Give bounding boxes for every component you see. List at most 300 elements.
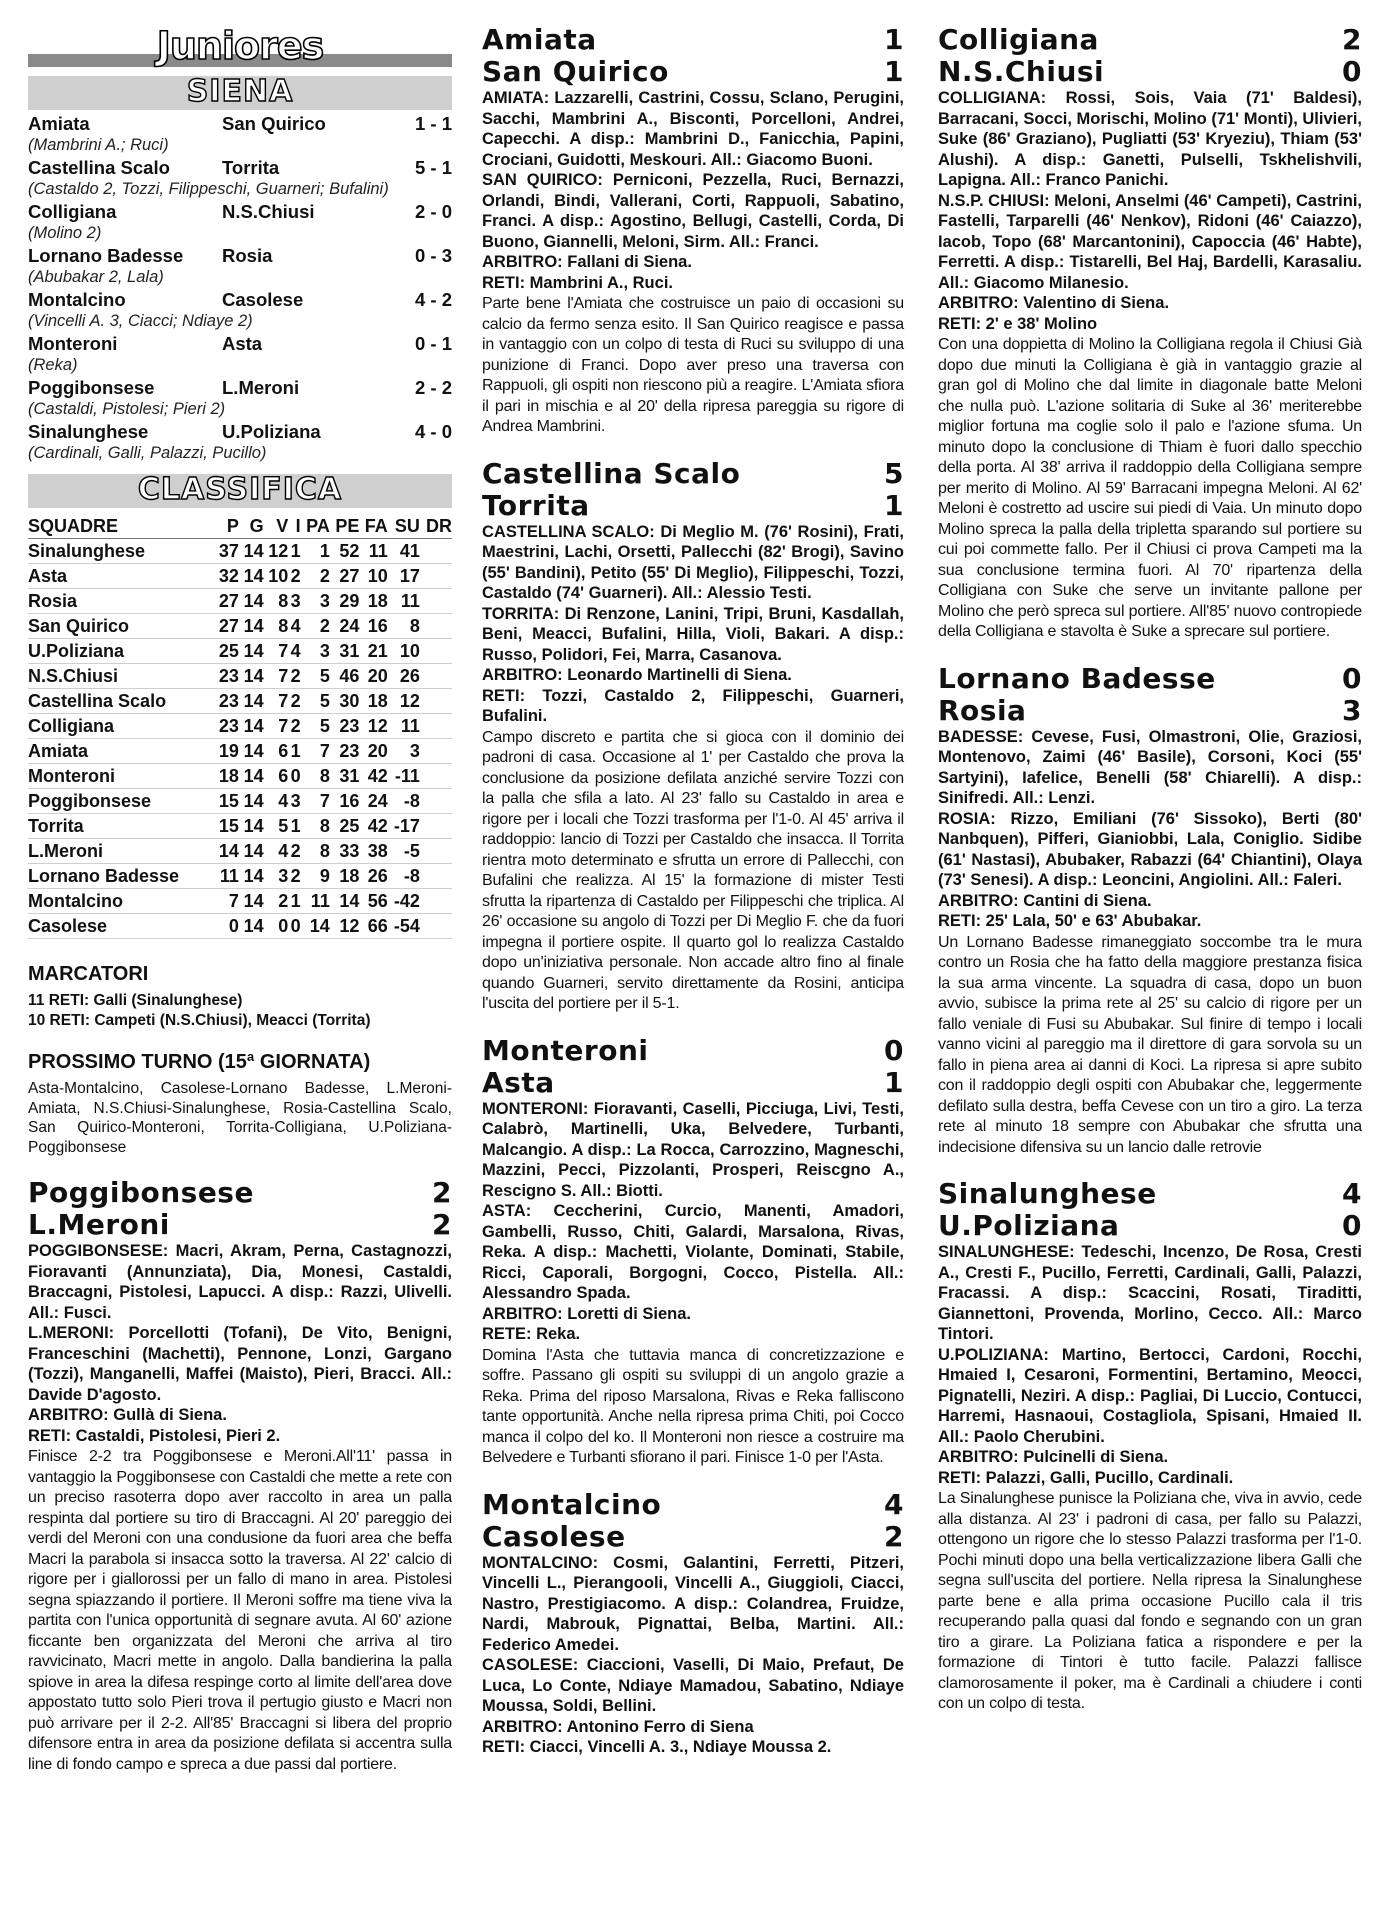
lineup-line: ARBITRO: Gullà di Siena. <box>28 1406 227 1424</box>
standings-row <box>28 539 452 564</box>
lineup-line: POGGIBONSESE: Macri, Akram, Perna, Castagnozzi, Fioravanti (Annunziata), Dia, Monesi, Castaldi, Braccagni, Pistolesi, Lapucci. A disp.: Razzi, Ulivelli. All.: Fusci. <box>28 1242 452 1322</box>
result-scorers: (Mambrini A.; Ruci) <box>28 136 169 154</box>
standings-cell: 5 <box>264 814 289 839</box>
standings-cell: Montalcino <box>28 889 214 914</box>
lineup-line: TORRITA: Di Renzone, Lanini, Tripi, Bruni, Kasdallah, Beni, Meacci, Bufalini, Hilla, Violi, Bakari. A disp.: Russo, Polidori, Fei, Marra, Casanova. <box>482 604 904 664</box>
standings-header-cell: SU <box>388 514 420 539</box>
result-scorers: (Castaldi, Pistolesi; Pieri 2) <box>28 400 226 418</box>
standings-table <box>28 514 452 939</box>
standings-cell: 26 <box>388 664 420 689</box>
standings-cell: 14 <box>239 714 264 739</box>
result-row <box>28 244 452 267</box>
standings-cell: 4 <box>264 839 289 864</box>
match-text: Finisce 2-2 tra Poggibonsese e Meroni.All'11' passa in vantaggio la Poggibonsese con Castaldi che mette a rete con un preciso rasoterra dopo aver raccolto in area un palla respinta dal portiere su tiro di Braccagni. Al 20' pareggio dei verdi del Meroni con una condusione da fuori area che beffa Macri la parabola si insacca sotto la traversa. Al 22' calcio di rigore per i giallorossi per un fallo di mano in area. Pistolesi segna spiazzando il portiere. Il Meroni soffre ma tiene viva la partita con l'unica opportunità di segnare avuta. Al 60' azione ficcante ben organizzata del Meroni che arriva al tiro ravvicinato, Macri mette in angolo. Dalla bandierina la palla spiove in area la difesa respinge corto al limite dell'area dove appostato tutto solo Pieri trova il pertugio giusto e Macri non può arrivare per il 2-2. All'85' Braccagni si libera del proprio difensore entra in area da posizione defilata si accentra sulla line di fondo campo e spreca a due passi dal portiere. <box>28 1448 452 1773</box>
standings-cell: 26 <box>359 864 387 889</box>
match-away-score: 1 <box>884 488 904 522</box>
standings-cell: 23 <box>330 739 360 764</box>
away-team: Torrita <box>222 157 280 178</box>
standings-cell: -42 <box>388 889 420 914</box>
standings-cell: 24 <box>359 789 387 814</box>
match-text: Campo discreto e partita che si gioca con il dominio dei padroni di casa. Occasione al 1' per Castaldo che prova la conclusione da posizione defilata anziché servire Tozzi con la palla che sfila a lato. Al 23' fallo su Castaldo in area e rigore per i locali che Tozzi trasforma per l'1-0. Al 45' arriva il raddoppio: lancio di Tozzi per Castaldo che insacca. Il Torrita rientra moto determinato e sfrutta un errore di Pallecchi, con Bufalini che realizza. Al 15' la formazione di mister Testi sfrutta la ripartenza di Castaldo per Filippeschi che triplica. Al 26' occasione su angolo di Tozzi per Di Meglio F. che da fuori impegna il portiere ospite. Il quarto gol lo realizza Castaldo dopo un'iniziativa personale. Non accade altro fino al finale quando Guarneri, servito direttamente da Rosini, anticipa l'uscita del portiere per il 5-1. <box>482 728 904 1012</box>
standings-cell: 18 <box>359 589 387 614</box>
lineup-line: ARBITRO: Fallani di Siena. <box>482 253 692 271</box>
standings-cell: Monteroni <box>28 764 214 789</box>
standings-row <box>28 889 452 914</box>
standings-header-row <box>28 514 452 539</box>
standings-cell <box>420 789 452 814</box>
standings-cell: 12 <box>388 689 420 714</box>
standings-cell: 4 <box>264 789 289 814</box>
standings-cell: 12 <box>359 714 387 739</box>
standings-cell: Asta <box>28 564 214 589</box>
standings-cell: 20 <box>359 739 387 764</box>
standings-cell: 8 <box>301 839 330 864</box>
home-team: Monteroni <box>28 333 118 354</box>
result-row <box>28 288 452 311</box>
match-home-score: 4 <box>1342 1177 1362 1210</box>
standings-cell: 19 <box>214 739 239 764</box>
standings-cell: 14 <box>239 614 264 639</box>
match-text: La Sinalunghese punisce la Poliziana che, viva in avvio, cede alla distanza. Al 23' i padroni di casa, per fallo su Palazzi, ottengono un rigore che lo stesso Palazzi trasforma per l'1-0. Pochi minuti dopo una bella verticalizzazione libera Galli che segna sull'uscita del portiere. Nella ripresa la Sinalunghese parte bene e alla prima occasione Pucillo cala il tris recuperando palla quasi dal fondo e segnando con un gran tiro a girare. La Poliziana fatica a rispondere e per la formazione di Tintori è tutto facile. Palazzi fallisce clamorosamente il poker, ma è Cardinali a chiudere i conti con un colpo di testa. <box>938 1490 1362 1712</box>
match-away-team: Torrita <box>482 488 590 522</box>
result-row <box>28 376 452 399</box>
home-team: Montalcino <box>28 289 126 310</box>
standings-cell <box>420 589 452 614</box>
standings-cell: 37 <box>214 539 239 564</box>
match-lineups <box>938 88 1362 334</box>
match-report <box>482 458 904 1015</box>
home-team: Colligiana <box>28 201 117 222</box>
standings-cell: -8 <box>388 864 420 889</box>
result-score: 4 - 0 <box>414 421 452 442</box>
match-away-header <box>482 490 904 522</box>
match-away-score: 0 <box>1342 55 1362 88</box>
lineup-line: CASTELLINA SCALO: Di Meglio M. (76' Rosini), Frati, Maestrini, Lachi, Orsetti, Pallecchi (82' Brogi), Savino (55' Bandini), Petito (55' Di Meglio), Filippeschi, Tozzi, Castaldo (74' Guarneri). All.: Alessio Testi. <box>482 522 904 602</box>
standings-cell: 7 <box>264 714 289 739</box>
standings-cell <box>420 664 452 689</box>
standings-row <box>28 664 452 689</box>
match-lineups <box>938 727 1362 932</box>
result-scorers: (Reka) <box>28 356 78 374</box>
standings-cell: 1 <box>288 814 300 839</box>
lineup-line: RETI: 2' e 38' Molino <box>938 314 1098 333</box>
next-round-title: PROSSIMO TURNO (15ª GIORNATA) <box>28 1051 371 1073</box>
away-team: U.Poliziana <box>222 421 321 442</box>
standings-cell <box>420 739 452 764</box>
standings-header-cell: V <box>264 514 289 539</box>
match-away-header <box>938 1210 1362 1242</box>
lineup-line: U.POLIZIANA: Martino, Bertocci, Cardoni, Rocchi, Hmaied I, Cesaroni, Formentini, Bertamino, Meocci, Pignatelli, Neziri. A disp.: Pagliai, Di Luccio, Contucci, Harremi, Hasnaoui, Costagliola, Spisani, Hmaied II. All.: Paolo Cherubini. <box>938 1345 1362 1446</box>
lineup-line: RETI: Ciacci, Vincelli A. 3., Ndiaye Moussa 2. <box>482 1738 832 1756</box>
result-score: 4 - 2 <box>414 289 452 310</box>
standings-cell: 7 <box>264 689 289 714</box>
standings-cell: 46 <box>330 664 360 689</box>
standings-cell: Lornano Badesse <box>28 864 214 889</box>
standings-cell: 10 <box>388 639 420 664</box>
match-report <box>482 24 904 438</box>
away-team: Asta <box>222 333 263 354</box>
match-group <box>482 24 904 1758</box>
standings-cell: 1 <box>288 889 300 914</box>
standings-cell: 2 <box>288 839 300 864</box>
home-team: Poggibonsese <box>28 377 155 398</box>
match-away-score: 1 <box>884 55 904 88</box>
match-away-score: 2 <box>432 1208 452 1241</box>
standings-cell: 21 <box>359 639 387 664</box>
match-report <box>938 663 1362 1159</box>
match-home-header <box>482 1489 904 1521</box>
match-away-team: Rosia <box>938 693 1027 727</box>
result-score: 5 - 1 <box>414 157 452 178</box>
home-team: Castellina Scalo <box>28 157 170 178</box>
standings-header-cell: DR <box>420 514 452 539</box>
standings-cell: 42 <box>359 814 387 839</box>
standings-cell: 12 <box>330 914 360 939</box>
lineup-line: MONTERONI: Fioravanti, Caselli, Picciuga, Livi, Testi, Calabrò, Martinelli, Uka, Belvedere, Turbanti, Malcangio. A disp.: La Rocca, Carrozzino, Magneschi, Mazzini, Pecci, Pizzolanti, Prosperi, Reiscgno A., Rescigno S. All.: Biotti. <box>482 1099 904 1200</box>
standings-cell: 3 <box>264 864 289 889</box>
lineup-line: ARBITRO: Antonino Ferro di Siena <box>482 1717 754 1736</box>
match-home-score: 2 <box>432 1176 452 1209</box>
standings-cell: 14 <box>239 564 264 589</box>
result-score: 2 - 0 <box>414 201 452 222</box>
match-home-score: 1 <box>884 23 904 56</box>
standings-cell: 23 <box>214 689 239 714</box>
match-away-team: L.Meroni <box>28 1208 170 1241</box>
match-text: Un Lornano Badesse rimaneggiato soccombe tra le mura contro un Rosia che ha fatto della maggiore prestanza fisica la sua arma vincente. La squadra di casa, dopo un buon avvio, subisce la prima rete al 25' su calcio di rigore per un fallo veniale di Fusi su Abubakar. Sul finire di tempo i locali vanno vicini al pareggio ma il direttore di gara sorvola su un fallo in piena area ai danni di Koci. La ripresa si apre subito con il raddoppio degli ospiti con Abubakar che, leggermente defilato sulla destra, beffa Cevese con un tiro a giro. La terza rete al minuto 18 sempre con Abubakar che sfrutta una indecisione difensiva su un lancio dalle retrovie <box>938 933 1362 1156</box>
match-away-team: N.S.Chiusi <box>938 55 1105 88</box>
standings-cell: 15 <box>214 789 239 814</box>
standings-cell: Amiata <box>28 739 214 764</box>
standings-row <box>28 589 452 614</box>
standings-cell: 7 <box>264 639 289 664</box>
result-scorers: (Castaldo 2, Tozzi, Filippeschi, Guarneri; Bufalini) <box>28 180 389 198</box>
standings-cell <box>420 839 452 864</box>
match-home-team: Amiata <box>482 23 597 56</box>
lineup-line: N.S.P. CHIUSI: Meloni, Anselmi (46' Campeti), Castrini, Fastelli, Tarparelli (46' Nenkov), Ridoni (46' Caiazzo), Iacob, Topo (68' Marcantonini), Capoccia (46' Habte), Ferretti. A disp.: Tistarelli, Bel Haj, Bardelli, Karasaliu. All.: Giacomo Milanesio. <box>938 191 1362 292</box>
match-report <box>28 1177 452 1775</box>
standings-cell: 25 <box>330 814 360 839</box>
standings-cell: 6 <box>264 764 289 789</box>
standings-cell: 16 <box>330 789 360 814</box>
standings-cell: 8 <box>388 614 420 639</box>
standings-cell: 8 <box>264 589 289 614</box>
match-home-team: Montalcino <box>482 1487 662 1521</box>
standings-cell: 2 <box>288 864 300 889</box>
standings-cell: Casolese <box>28 914 214 939</box>
match-group <box>938 24 1362 1715</box>
lineup-line: RETI: Castaldi, Pistolesi, Pieri 2. <box>28 1426 281 1445</box>
standings-cell: 29 <box>330 589 360 614</box>
standings-header-cell: PA <box>301 514 330 539</box>
result-row <box>28 156 452 179</box>
standings-row <box>28 914 452 939</box>
result-row <box>28 200 452 223</box>
standings-cell: 4 <box>288 614 300 639</box>
standings-row <box>28 864 452 889</box>
standings-cell: 14 <box>330 889 360 914</box>
standings-cell <box>420 689 452 714</box>
standings-row <box>28 764 452 789</box>
standings-cell: -54 <box>388 914 420 939</box>
standings-cell: 52 <box>330 539 360 564</box>
match-home-score: 2 <box>1342 23 1362 56</box>
standings-cell: 17 <box>388 564 420 589</box>
match-home-score: 0 <box>884 1033 904 1067</box>
match-away-header <box>482 1521 904 1553</box>
standings-cell: 5 <box>301 664 330 689</box>
lineup-line: RETI: Tozzi, Castaldo 2, Filippeschi, Guarneri, Bufalini. <box>482 686 904 725</box>
standings-cell: 25 <box>214 639 239 664</box>
standings-cell: San Quirico <box>28 614 214 639</box>
match-home-header <box>482 458 904 490</box>
standings-cell: Rosia <box>28 589 214 614</box>
region-band <box>28 76 452 110</box>
standings-cell: Colligiana <box>28 714 214 739</box>
standings-cell: 2 <box>288 564 300 589</box>
result-row <box>28 112 452 135</box>
match-away-header <box>938 56 1362 88</box>
standings-cell: 14 <box>239 914 264 939</box>
match-away-score: 1 <box>884 1065 904 1099</box>
region-title: SIENA <box>186 74 294 109</box>
standings-cell: 0 <box>288 764 300 789</box>
column-middle <box>482 24 904 1778</box>
standings-row <box>28 739 452 764</box>
standings-cell: -11 <box>388 764 420 789</box>
away-team: Casolese <box>222 289 304 310</box>
standings-header-cell: PE <box>330 514 360 539</box>
match-away-header <box>938 695 1362 727</box>
standings-cell: 14 <box>239 789 264 814</box>
standings-cell: N.S.Chiusi <box>28 664 214 689</box>
result-row <box>28 420 452 443</box>
away-team: San Quirico <box>222 113 326 134</box>
standings-cell: 33 <box>330 839 360 864</box>
result-row <box>28 332 452 355</box>
standings-row <box>28 714 452 739</box>
away-team: Rosia <box>222 245 273 266</box>
match-away-team: U.Poliziana <box>938 1209 1120 1242</box>
standings-cell: 9 <box>301 864 330 889</box>
match-group <box>28 1177 452 1775</box>
standings-cell: 23 <box>214 664 239 689</box>
standings-cell: 14 <box>214 839 239 864</box>
match-home-team: Monteroni <box>482 1033 649 1067</box>
standings-cell: 4 <box>288 639 300 664</box>
lineup-line: ROSIA: Rizzo, Emiliani (76' Sissoko), Berti (80' Nanbquen), Pifferi, Gianiobbi, Lala, Coniglio. Sidibe (61' Nastasi), Abubaker, Rabazzi (64' Chiantini), Olaya (73' Senesi). A disp.: Leoncini, Angiolini. All.: Faleri. <box>938 809 1362 889</box>
standings-cell: 1 <box>301 539 330 564</box>
standings-cell: 3 <box>301 639 330 664</box>
match-lineups <box>482 88 904 293</box>
standings-row <box>28 564 452 589</box>
scorers-title: MARCATORI <box>28 963 149 985</box>
match-home-header <box>938 1178 1362 1210</box>
standings-cell: 6 <box>264 739 289 764</box>
standings-row <box>28 639 452 664</box>
standings-cell: 14 <box>239 764 264 789</box>
standings-cell: Sinalunghese <box>28 539 214 564</box>
home-team: Amiata <box>28 113 90 134</box>
lineup-line: BADESSE: Cevese, Fusi, Olmastroni, Olie, Graziosi, Montenovo, Zaimi (46' Basile), Corsoni, Koci (55' Sartyini), Iafelice, Benelli (58' Chiarelli). A disp.: Sinifredi. All.: Lenzi. <box>938 727 1362 807</box>
section-header <box>28 24 452 70</box>
lineup-line: ASTA: Ceccherini, Curcio, Manenti, Amadori, Gambelli, Russo, Chiti, Galardi, Marsalona, Rivas, Reka. A disp.: Machetti, Violante, Dominati, Stabile, Ricci, Caporali, Borgogni, Cocco, Pistella. All.: Alessandro Spada. <box>482 1202 904 1302</box>
match-home-team: Sinalunghese <box>938 1177 1157 1210</box>
match-away-score: 0 <box>1342 1209 1362 1242</box>
standings-cell: 0 <box>264 914 289 939</box>
standings-cell <box>420 764 452 789</box>
match-away-team: Casolese <box>482 1519 626 1553</box>
standings-cell: 16 <box>359 614 387 639</box>
next-round-text: Asta-Montalcino, Casolese-Lornano Badesse, L.Meroni-Amiata, N.S.Chiusi-Sinalunghese, Rosia-Castellina Scalo, San Quirico-Monteroni, Torrita-Colligiana, U.Poliziana-Poggibonsese <box>28 1080 452 1156</box>
standings-header-cell: I <box>288 514 300 539</box>
match-report <box>938 24 1362 643</box>
standings-cell: 11 <box>359 539 387 564</box>
standings-cell: 24 <box>330 614 360 639</box>
standings-cell: 7 <box>301 789 330 814</box>
standings-row <box>28 789 452 814</box>
match-home-team: Colligiana <box>938 23 1099 56</box>
standings-cell: Poggibonsese <box>28 789 214 814</box>
standings-cell: 1 <box>288 539 300 564</box>
match-lineups <box>938 1242 1362 1488</box>
match-away-score: 3 <box>1342 693 1362 727</box>
standings-cell: 18 <box>330 864 360 889</box>
standings-header-cell: SQUADRE <box>28 514 214 539</box>
standings-cell: 23 <box>330 714 360 739</box>
standings-cell: 14 <box>239 814 264 839</box>
match-text: Con una doppietta di Molino la Colligiana regola il Chiusi Già dopo due minuti la Colligiana è già in vantaggio grazie al gran gol di Molino che dal limite in diagonale batte Meloni che nulla può. L'azione solitaria di Suke al 36' meriterebbe miglior fortuna ma coglie solo il palo e l'azione sfuma. Un minuto dopo la conclusione di Thiam è fuori dallo specchio della porta. Al 38' arriva il raddoppio della Colligiana sempre per merito di Molino. Al 59' Barracani impegna Meloni. Al 62' Meloni è costretto ad uscire sui piedi di Vaia. Un minuto dopo Molino spreca la palla della tripletta sparando sul portiere su cui poi commette fallo. Per il Chiusi ci prova Campeti ma la sua conclusione termina fuori. Al 70' ripartenza della Colligiana con Suke che serve un invitante pallone per Molino che però spreca sul portiere. All'85' nuovo contropiede della Colligiana e stavolta è Suke a sprecare sul portiere. <box>938 336 1362 640</box>
standings-cell: 27 <box>330 564 360 589</box>
standings-cell: 12 <box>264 539 289 564</box>
match-report <box>938 1178 1362 1715</box>
away-team: N.S.Chiusi <box>222 201 315 222</box>
standings-cell <box>420 539 452 564</box>
lineup-line: ARBITRO: Leonardo Martinelli di Siena. <box>482 666 792 684</box>
match-away-header <box>482 1067 904 1099</box>
match-home-team: Poggibonsese <box>28 1176 254 1209</box>
lineup-line: MONTALCINO: Cosmi, Galantini, Ferretti, Pitzeri, Vincelli L., Pierangooli, Vincelli A., Giuggioli, Ciacci, Nastro, Prestigiacomo. A disp.: Colandrea, Fruidze, Nardi, Mabrouk, Pignattai, Belba, Martini. All.: Federico Amedei. <box>482 1553 904 1654</box>
standings-cell: 38 <box>359 839 387 864</box>
standings-row <box>28 689 452 714</box>
lineup-line: ARBITRO: Valentino di Siena. <box>938 294 1170 312</box>
result-score: 0 - 1 <box>414 333 452 354</box>
lineup-line: CASOLESE: Ciaccioni, Vaselli, Di Maio, Prefaut, De Luca, Lo Conte, Ndiaye Mamadou, Sabatino, Ndiaye Moussa, Soldi, Bellini. <box>482 1656 904 1715</box>
standings-cell: 31 <box>330 639 360 664</box>
standings-cell: 32 <box>214 564 239 589</box>
scorers-line: 11 RETI: Galli (Sinalunghese) <box>28 992 243 1009</box>
match-home-score: 5 <box>884 456 904 490</box>
standings-cell: 14 <box>239 639 264 664</box>
standings-cell: Torrita <box>28 814 214 839</box>
standings-cell: 10 <box>359 564 387 589</box>
lineup-line: AMIATA: Lazzarelli, Castrini, Cossu, Sclano, Perugini, Sacchi, Mambrini A., Bisconti, Porcelloni, Andrei, Capecchi. A disp.: Mambrini D., Fanicchia, Papini, Crociani, Guidotti, Meskouri. All.: Giacomo Buoni. <box>482 89 904 169</box>
standings-cell <box>420 639 452 664</box>
standings-cell: 14 <box>239 664 264 689</box>
lineup-line: RETI: 25' Lala, 50' e 63' Abubakar. <box>938 912 1202 930</box>
lineup-line: RETE: Reka. <box>482 1325 581 1343</box>
match-away-team: Asta <box>482 1065 555 1099</box>
standings-cell: 2 <box>301 614 330 639</box>
standings-cell: 8 <box>301 814 330 839</box>
standings-cell: 2 <box>264 889 289 914</box>
standings-cell: 56 <box>359 889 387 914</box>
standings-cell: 14 <box>239 739 264 764</box>
standings-cell: 27 <box>214 614 239 639</box>
match-report <box>482 1489 904 1758</box>
standings-cell <box>420 564 452 589</box>
standings-cell: 20 <box>359 664 387 689</box>
lineup-line: ARBITRO: Cantini di Siena. <box>938 891 1152 910</box>
result-scorers: (Vincelli A. 3, Ciacci; Ndiaye 2) <box>28 312 253 330</box>
standings-cell: 5 <box>301 689 330 714</box>
match-away-score: 2 <box>884 1519 904 1553</box>
standings-cell: 11 <box>388 714 420 739</box>
match-home-team: Castellina Scalo <box>482 456 741 490</box>
standings-cell <box>420 914 452 939</box>
standings-cell: 11 <box>388 589 420 614</box>
standings-cell: 14 <box>239 889 264 914</box>
result-scorers: (Abubakar 2, Lala) <box>28 268 164 286</box>
standings-cell: 42 <box>359 764 387 789</box>
away-team: L.Meroni <box>222 377 300 398</box>
results-list <box>28 112 452 464</box>
standings-cell: -8 <box>388 789 420 814</box>
standings-cell: 3 <box>301 589 330 614</box>
standings-cell: 14 <box>239 864 264 889</box>
lineup-line: COLLIGIANA: Rossi, Sois, Vaia (71' Baldesi), Barracani, Socci, Morischi, Molino (71' Monti), Ulivieri, Suke (86' Graziano), Pugliatti (53' Kryeziu), Thiam (53' Alushi). A disp.: Ganetti, Pulselli, Tskhelishvili, Lapigna. All.: Franco Panichi. <box>938 89 1362 189</box>
standings-cell: 0 <box>214 914 239 939</box>
standings-cell: 10 <box>264 564 289 589</box>
standings-cell: 7 <box>214 889 239 914</box>
match-home-header <box>482 1035 904 1067</box>
standings-cell: 11 <box>301 889 330 914</box>
standings-cell: 14 <box>239 539 264 564</box>
column-left <box>28 24 452 1795</box>
standings-cell: 3 <box>388 739 420 764</box>
match-away-header <box>28 1209 452 1241</box>
standings-title: CLASSIFICA <box>137 472 343 507</box>
standings-cell: 2 <box>288 664 300 689</box>
page-title: Juniores <box>156 24 324 68</box>
standings-cell <box>420 864 452 889</box>
standings-cell: 14 <box>239 589 264 614</box>
standings-cell: 11 <box>214 864 239 889</box>
match-lineups <box>482 1553 904 1758</box>
standings-header-cell: G <box>239 514 264 539</box>
standings-cell: 14 <box>239 689 264 714</box>
standings-band <box>28 474 452 508</box>
standings-cell: Castellina Scalo <box>28 689 214 714</box>
standings-row <box>28 814 452 839</box>
match-lineups <box>482 1099 904 1345</box>
match-home-header <box>938 663 1362 695</box>
standings-row <box>28 839 452 864</box>
standings-cell: 31 <box>330 764 360 789</box>
match-lineups <box>28 1241 452 1446</box>
match-lineups <box>482 522 904 727</box>
standings-cell: 2 <box>301 564 330 589</box>
result-score: 0 - 3 <box>414 245 452 266</box>
result-score: 2 - 2 <box>414 377 452 398</box>
lineup-line: RETI: Palazzi, Galli, Pucillo, Cardinali. <box>938 1468 1234 1487</box>
match-away-team: San Quirico <box>482 55 669 88</box>
match-home-header <box>28 1177 452 1209</box>
lineup-line: L.MERONI: Porcellotti (Tofani), De Vito, Benigni, Franceschini (Machetti), Pennone, Lonzi, Gargano (Tozzi), Manganelli, Maffei (Maisto), Pieri, Bracci. All.: Davide D'agosto. <box>28 1324 452 1404</box>
standings-cell: 14 <box>239 839 264 864</box>
column-right <box>938 24 1362 1735</box>
standings-cell <box>420 889 452 914</box>
result-scorers: (Molino 2) <box>28 224 102 242</box>
